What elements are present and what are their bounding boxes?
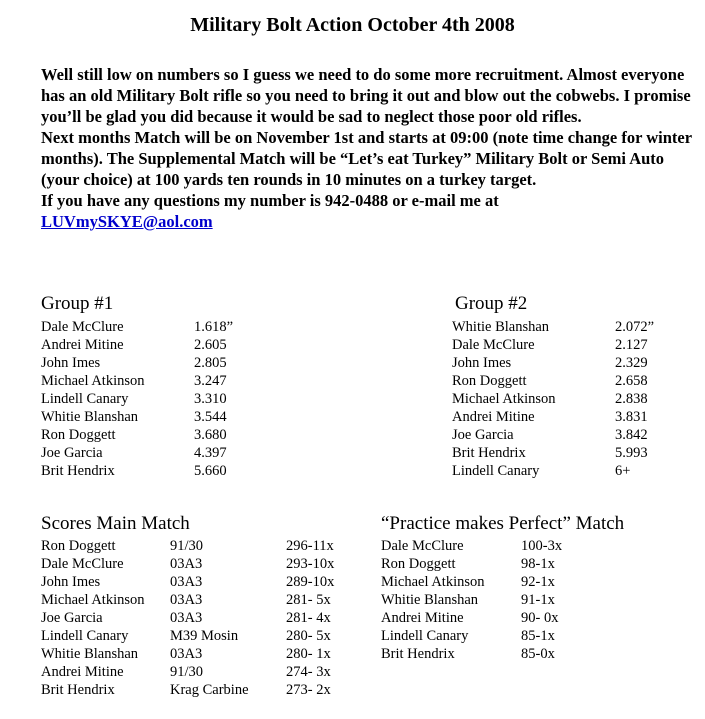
shooter-name: John Imes [41,574,101,590]
shooter-name: Andrei Mitine [41,664,124,680]
group2-title: Group #2 [455,293,528,314]
table-row [41,408,281,426]
table-row [41,426,281,444]
match-score: 280- 1x [286,646,331,662]
intro-text [41,64,696,232]
table-row [41,627,361,645]
shooter-name: John Imes [452,355,512,371]
contact-text: If you have any questions my number is 942-0488 or e-mail me at [41,191,499,210]
rifle-model: Krag Carbine [170,682,249,698]
group1-list [41,318,281,480]
match-score: 296-11x [286,538,334,554]
shooter-name: Ron Doggett [41,538,116,554]
group-size: 4.397 [194,445,227,461]
shooter-name: Michael Atkinson [452,391,556,407]
page-title: Military Bolt Action October 4th 2008 [190,14,515,36]
match-score: 293-10x [286,556,335,572]
shooter-name: Brit Hendrix [452,445,526,461]
match-score: 85-0x [521,646,555,662]
table-row [41,591,361,609]
table-row [41,354,281,372]
rifle-model: 03A3 [170,646,203,662]
shooter-name: Lindell Canary [41,628,129,644]
rifle-model: M39 Mosin [170,628,239,644]
table-row [381,627,681,645]
shooter-name: Michael Atkinson [41,373,145,389]
shooter-name: Dale McClure [41,556,124,572]
shooter-name: Dale McClure [452,337,535,353]
rifle-model: 03A3 [170,592,203,608]
table-row [41,681,361,699]
group-size: 3.310 [194,391,227,407]
practice-match-list [381,537,681,663]
match-score: 281- 5x [286,592,331,608]
table-row [41,462,281,480]
table-row [452,336,692,354]
shooter-name: Ron Doggett [381,556,456,572]
table-row [452,426,692,444]
table-row [41,573,361,591]
table-row [381,555,681,573]
table-row [41,555,361,573]
shooter-name: Joe Garcia [452,427,514,443]
group2-list [452,318,692,480]
main-match-list [41,537,361,699]
table-row [41,537,361,555]
shooter-name: Michael Atkinson [41,592,145,608]
shooter-name: Whitie Blanshan [381,592,479,608]
match-score: 85-1x [521,628,555,644]
match-score: 100-3x [521,538,563,554]
email-link[interactable]: LUVmySKYE@aol.com [41,212,213,231]
group-size: 6+ [615,463,631,479]
table-row [41,609,361,627]
group-size: 2.329 [615,355,648,371]
rifle-model: 03A3 [170,556,203,572]
table-row [452,390,692,408]
group-size: 3.842 [615,427,648,443]
table-row [452,372,692,390]
table-row [41,390,281,408]
table-row [452,444,692,462]
shooter-name: Joe Garcia [41,445,103,461]
match-score: 98-1x [521,556,555,572]
table-row [381,591,681,609]
group-size: 5.660 [194,463,227,479]
match-score: 273- 2x [286,682,331,698]
match-score: 281- 4x [286,610,331,626]
shooter-name: Lindell Canary [41,391,129,407]
table-row [381,609,681,627]
group-size: 5.993 [615,445,648,461]
group-size: 1.618” [194,319,234,335]
table-row [41,372,281,390]
table-row [452,354,692,372]
table-row [41,336,281,354]
table-row [381,645,681,663]
intro-paragraph-1: Well still low on numbers so I guess we need to do some more recruitment. Almost everyone has an old Military Bolt rifle so you need to bring it out and blow out the cobwebs. I promise you’ll be glad you did because it would be sad to neglect those poor old rifles. [41,65,691,126]
shooter-name: Lindell Canary [452,463,540,479]
table-row [41,318,281,336]
intro-paragraph-2: Next months Match will be on November 1st and starts at 09:00 (note time change for winter months). The Supplemental Match will be “Let’s eat Turkey” Military Bolt or Semi Auto (your choice) at 100 yards ten rounds in 10 minutes on a turkey target. [41,128,692,189]
shooter-name: Michael Atkinson [381,574,485,590]
shooter-name: Dale McClure [41,319,124,335]
group-size: 2.605 [194,337,227,353]
group-size: 2.838 [615,391,648,407]
match-score: 90- 0x [521,610,559,626]
group-size: 3.831 [615,409,648,425]
main-match-title: Scores Main Match [41,513,190,534]
shooter-name: Lindell Canary [381,628,469,644]
shooter-name: Ron Doggett [41,427,116,443]
rifle-model: 03A3 [170,610,203,626]
table-row [41,645,361,663]
shooter-name: Whitie Blanshan [41,646,139,662]
intro-paragraph-3 [41,190,696,232]
table-row [381,573,681,591]
shooter-name: Dale McClure [381,538,464,554]
match-score: 289-10x [286,574,335,590]
table-row [41,663,361,681]
match-score: 92-1x [521,574,555,590]
group1-title: Group #1 [41,293,114,314]
group-size: 2.805 [194,355,227,371]
table-row [452,408,692,426]
group-size: 3.680 [194,427,227,443]
shooter-name: Ron Doggett [452,373,527,389]
shooter-name: Andrei Mitine [381,610,464,626]
match-score: 91-1x [521,592,555,608]
table-row [41,444,281,462]
shooter-name: Brit Hendrix [381,646,455,662]
group-size: 2.658 [615,373,648,389]
shooter-name: John Imes [41,355,101,371]
match-score: 274- 3x [286,664,331,680]
group-size: 2.127 [615,337,648,353]
shooter-name: Andrei Mitine [452,409,535,425]
shooter-name: Brit Hendrix [41,463,115,479]
shooter-name: Brit Hendrix [41,682,115,698]
table-row [381,537,681,555]
practice-match-title: “Practice makes Perfect” Match [381,513,625,534]
table-row [452,462,692,480]
group-size: 2.072” [615,319,655,335]
shooter-name: Andrei Mitine [41,337,124,353]
match-score: 280- 5x [286,628,331,644]
shooter-name: Joe Garcia [41,610,103,626]
shooter-name: Whitie Blanshan [452,319,550,335]
group-size: 3.247 [194,373,227,389]
shooter-name: Whitie Blanshan [41,409,139,425]
rifle-model: 91/30 [170,664,204,680]
table-row [452,318,692,336]
group-size: 3.544 [194,409,227,425]
rifle-model: 03A3 [170,574,203,590]
rifle-model: 91/30 [170,538,204,554]
